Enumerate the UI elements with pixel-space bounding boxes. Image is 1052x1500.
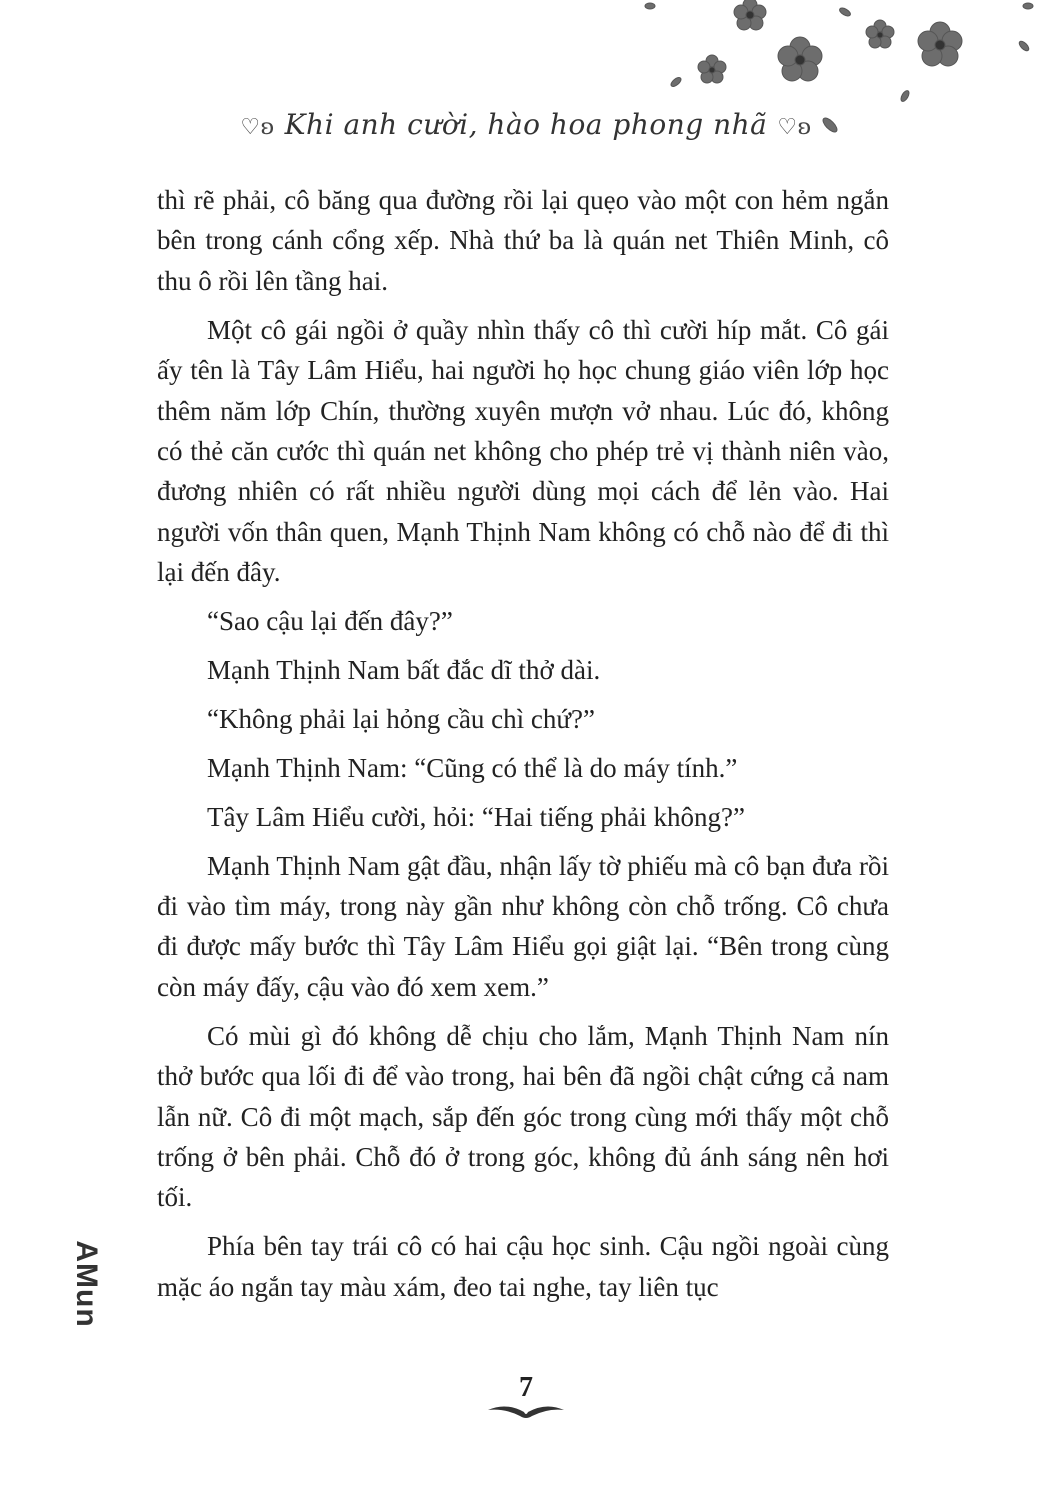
paragraph: “Sao cậu lại đến đây?” bbox=[207, 606, 453, 637]
paragraph: Mạnh Thịnh Nam bất đắc dĩ thở dài. bbox=[207, 654, 601, 685]
paragraph: “Không phải lại hỏng cầu chì chứ?” bbox=[207, 703, 595, 734]
book-title: Khi anh cười, hào hoa phong nhã bbox=[284, 108, 768, 141]
paragraph: Mạnh Thịnh Nam: “Cũng có thể là do máy tính.” bbox=[207, 752, 738, 783]
heart-ornament-right: ♡ʚ bbox=[777, 115, 812, 140]
running-header bbox=[0, 108, 1052, 141]
publisher-logo bbox=[64, 1234, 108, 1334]
paragraph: Phía bên tay trái cô có hai cậu học sinh. Cậu ngồi ngoài cùng mặc áo ngắn tay màu xám, đeo tai nghe, tay liên tục bbox=[157, 1231, 889, 1302]
paragraph: Một cô gái ngồi ở quầy nhìn thấy cô thì cười híp mắt. Cô gái ấy tên là Tây Lâm Hiểu, hai người họ học chung giáo viên lớp học thêm năm lớp Chín, thường xuyên mượn vở nhau. Lúc đó, không có thẻ căn cước thì quán net không cho phép trẻ vị thành niên vào, đương nhiên có rất nhiều người dùng mọi cách để lẻn vào. Hai người vốn thân quen, Mạnh Thịnh Nam không có chỗ nào để đi thì lại đến đây. bbox=[157, 314, 889, 588]
paragraph: Mạnh Thịnh Nam gật đầu, nhận lấy tờ phiếu mà cô bạn đưa rồi đi vào tìm máy, trong này gần như không còn chỗ trống. Cô chưa đi được mấy bước thì Tây Lâm Hiểu gọi giật lại. “Bên trong cùng còn máy đấy, cậu vào đó xem xem.” bbox=[157, 850, 889, 1002]
paragraph: Có mùi gì đó không dễ chịu cho lắm, Mạnh Thịnh Nam nín thở bước qua lối đi để vào trong, hai bên đã ngồi chật cứng cả nam lẫn nữ. Cô đi một mạch, sắp đến góc trong cùng mới thấy một chỗ trống ở bên phải. Chỗ đó ở trong góc, không đủ ánh sáng nên hơi tối. bbox=[157, 1020, 889, 1213]
heart-ornament-left: ♡ʚ bbox=[240, 115, 275, 140]
paragraph: Tây Lâm Hiểu cười, hỏi: “Hai tiếng phải không?” bbox=[207, 801, 745, 832]
page-number: 7 bbox=[519, 1372, 533, 1403]
publisher-logo-text: AMun bbox=[70, 1240, 103, 1328]
body-text bbox=[157, 180, 889, 1307]
flourish-ornament-icon bbox=[486, 1400, 566, 1424]
paragraph: thì rẽ phải, cô băng qua đường rồi lại quẹo vào một con hẻm ngắn bên trong cánh cổng xếp. Nhà thứ ba là quán net Thiên Minh, cô thu ô rồi lên tầng hai. bbox=[157, 185, 889, 296]
